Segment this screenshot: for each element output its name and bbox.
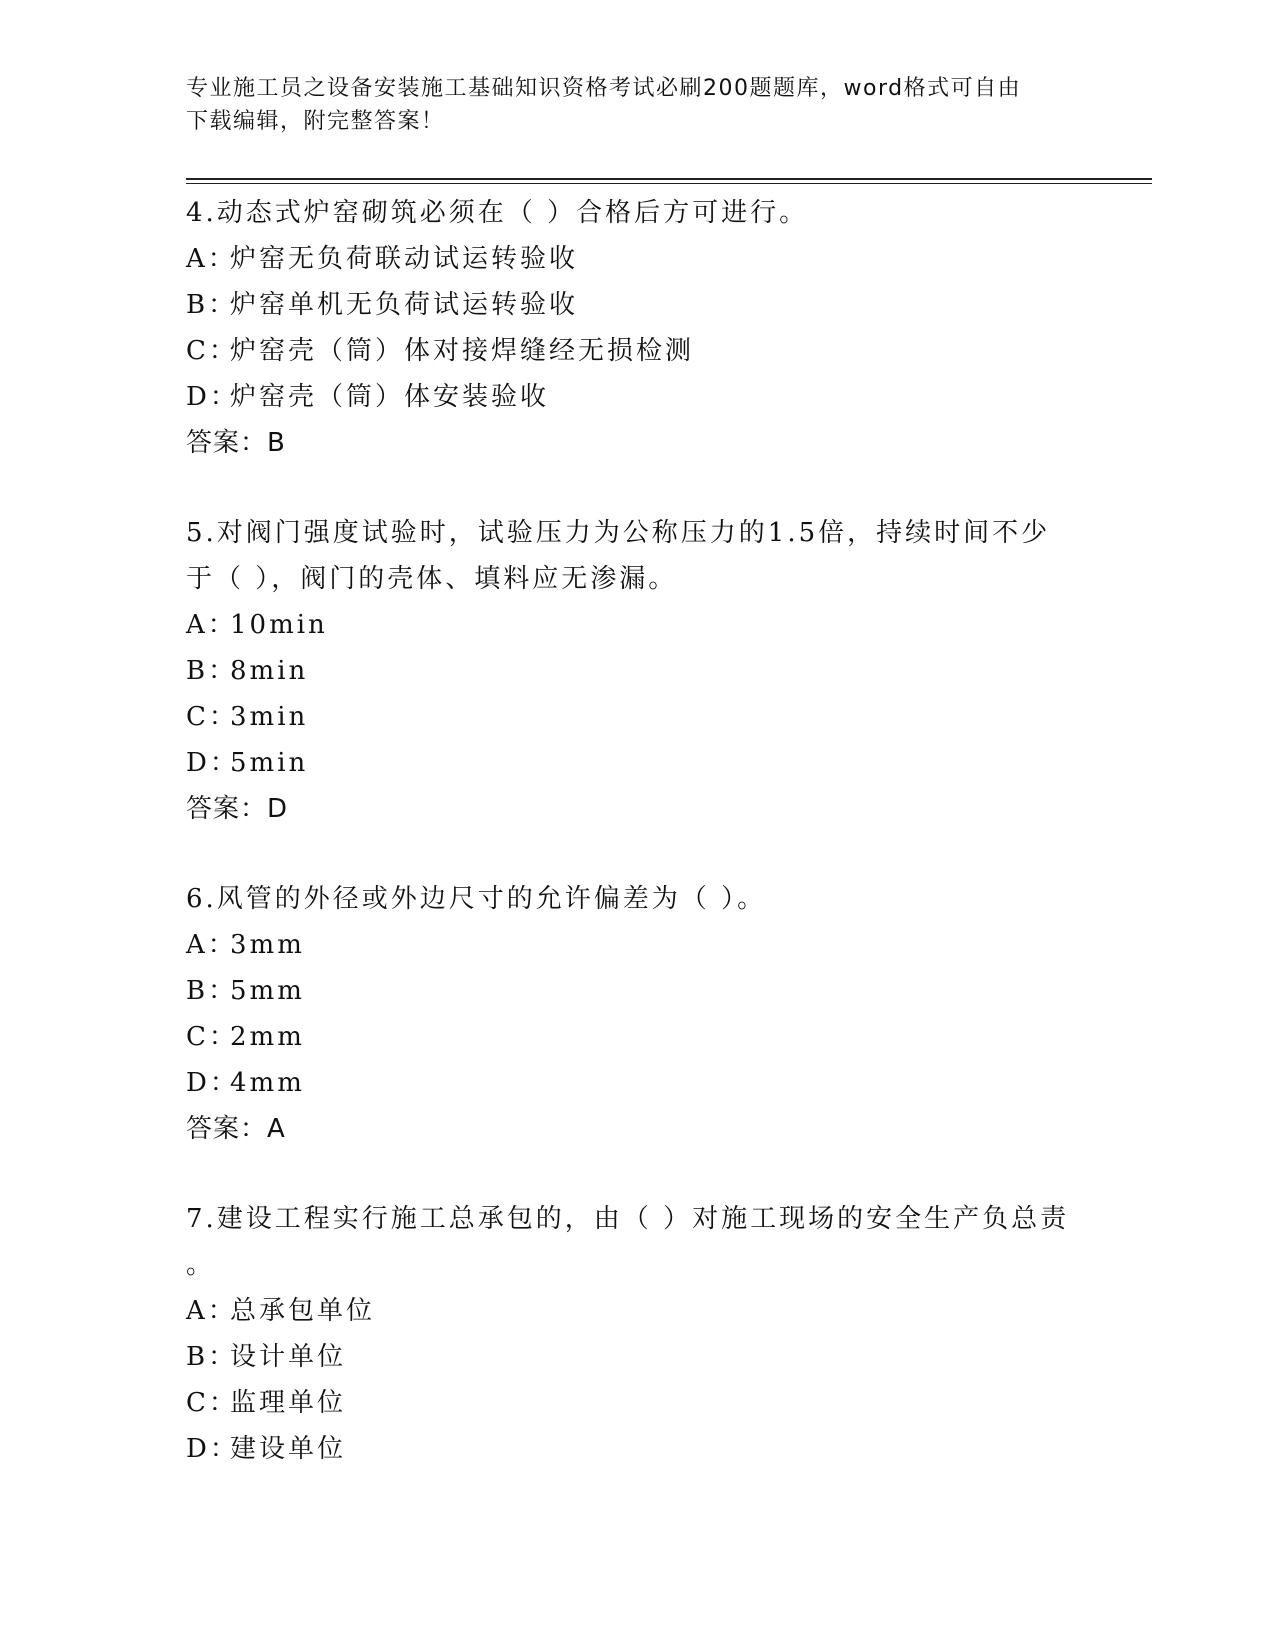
option-text: 5min bbox=[230, 748, 309, 778]
option-key: D： bbox=[186, 1434, 239, 1464]
option-c bbox=[186, 328, 1086, 374]
option-d bbox=[186, 374, 1086, 420]
option-text: 炉窑壳（筒）体对接焊缝经无损检测 bbox=[230, 336, 695, 366]
question-text-continued: 于（ ），阀门的壳体、填料应无渗漏。 bbox=[186, 564, 678, 594]
option-c bbox=[186, 1380, 1086, 1426]
header-rule-thin bbox=[186, 183, 1152, 184]
option-text: 炉窑壳（筒）体安装验收 bbox=[230, 382, 550, 412]
option-key: A： bbox=[186, 1296, 237, 1326]
question-6 bbox=[186, 876, 1086, 1152]
answer-label: 答案：D bbox=[186, 794, 289, 824]
header-line-1: 专业施工员之设备安装施工基础知识资格考试必刷200题题库，word格式可自由 bbox=[186, 76, 1022, 101]
header-rule-thick bbox=[186, 178, 1152, 180]
option-text: 2mm bbox=[230, 1022, 305, 1052]
option-c bbox=[186, 1014, 1086, 1060]
option-key: B： bbox=[186, 656, 238, 686]
option-key: C： bbox=[186, 336, 238, 366]
answer-label: 答案：B bbox=[186, 428, 286, 458]
option-key: D： bbox=[186, 748, 239, 778]
question-text-continued: 。 bbox=[186, 1250, 216, 1280]
option-a bbox=[186, 1288, 1086, 1334]
option-text: 炉窑无负荷联动试运转验收 bbox=[230, 244, 579, 274]
question-7 bbox=[186, 1196, 1086, 1472]
question-gap bbox=[186, 466, 1086, 510]
option-key: C： bbox=[186, 1022, 238, 1052]
option-text: 4mm bbox=[230, 1068, 305, 1098]
question-gap bbox=[186, 1152, 1086, 1196]
header-line-2: 下载编辑，附完整答案！ bbox=[186, 109, 445, 134]
document-header bbox=[186, 72, 1066, 138]
question-text: 7.建设工程实行施工总承包的，由（ ）对施工现场的安全生产负总责 bbox=[186, 1204, 1070, 1234]
option-key: C： bbox=[186, 1388, 238, 1418]
option-key: A： bbox=[186, 244, 237, 274]
option-d bbox=[186, 1060, 1086, 1106]
option-text: 总承包单位 bbox=[230, 1296, 376, 1326]
option-key: B： bbox=[186, 1342, 238, 1372]
option-c bbox=[186, 694, 1086, 740]
option-b bbox=[186, 1334, 1086, 1380]
option-text: 炉窑单机无负荷试运转验收 bbox=[230, 290, 579, 320]
question-4 bbox=[186, 190, 1086, 466]
option-key: C： bbox=[186, 702, 238, 732]
answer-label: 答案：A bbox=[186, 1114, 286, 1144]
question-5 bbox=[186, 510, 1086, 832]
option-text: 3min bbox=[230, 702, 309, 732]
option-text: 建设单位 bbox=[230, 1434, 347, 1464]
question-list bbox=[186, 190, 1086, 1472]
option-text: 10min bbox=[230, 610, 328, 640]
question-text: 4.动态式炉窑砌筑必须在（ ）合格后方可进行。 bbox=[186, 198, 809, 228]
option-d bbox=[186, 1426, 1086, 1472]
option-b bbox=[186, 282, 1086, 328]
option-text: 8min bbox=[230, 656, 309, 686]
option-key: D： bbox=[186, 382, 239, 412]
option-b bbox=[186, 648, 1086, 694]
option-key: A： bbox=[186, 610, 237, 640]
option-a bbox=[186, 602, 1086, 648]
option-d bbox=[186, 740, 1086, 786]
option-key: D： bbox=[186, 1068, 239, 1098]
option-a bbox=[186, 236, 1086, 282]
option-text: 监理单位 bbox=[230, 1388, 347, 1418]
option-key: B： bbox=[186, 290, 238, 320]
option-a bbox=[186, 922, 1086, 968]
option-b bbox=[186, 968, 1086, 1014]
option-key: A： bbox=[186, 930, 237, 960]
option-text: 5mm bbox=[230, 976, 305, 1006]
option-key: B： bbox=[186, 976, 238, 1006]
question-text: 5.对阀门强度试验时，试验压力为公称压力的1.5倍，持续时间不少 bbox=[186, 518, 1051, 548]
question-gap bbox=[186, 832, 1086, 876]
question-text: 6.风管的外径或外边尺寸的允许偏差为（ ）。 bbox=[186, 884, 767, 914]
option-text: 3mm bbox=[230, 930, 305, 960]
option-text: 设计单位 bbox=[230, 1342, 347, 1372]
